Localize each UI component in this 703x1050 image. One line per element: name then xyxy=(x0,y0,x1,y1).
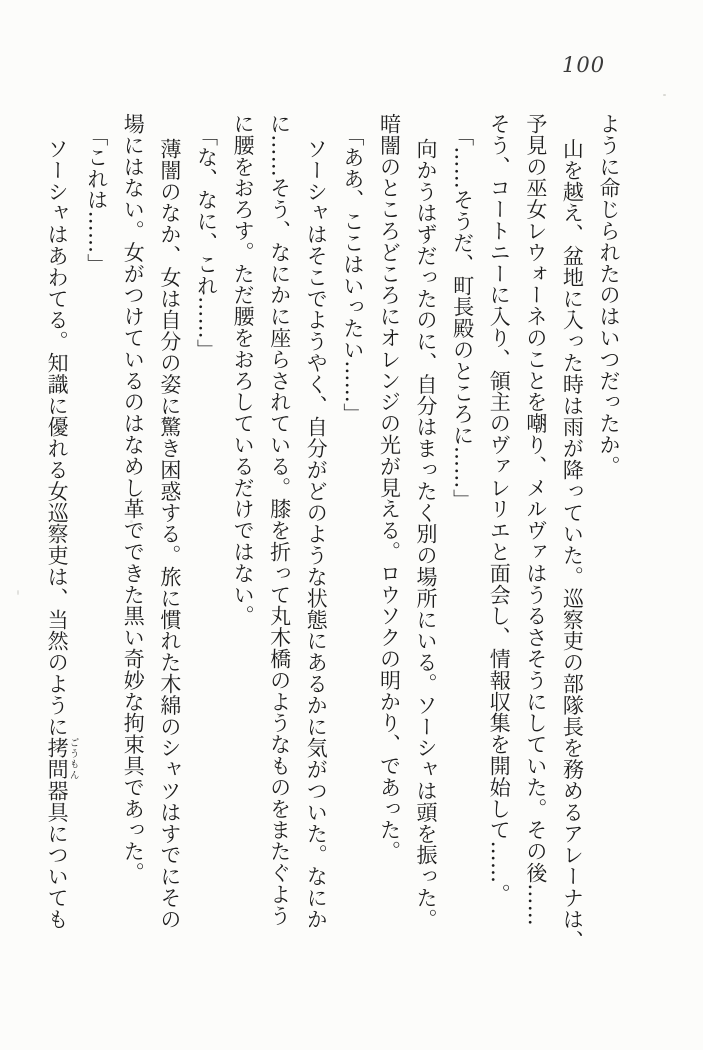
text-line: 「ああ、ここはいったい……」 xyxy=(340,125,365,425)
text-line: 「……そうだ、町長殿のところに……」 xyxy=(450,125,475,511)
text-line: 予見の巫女レウォーネのことを嘲り、メルヴァはうるさそうにしていた。その後…… xyxy=(523,113,548,927)
scan-speck xyxy=(130,520,133,523)
text-line: そう、コートニーに入り、領主のヴァレリエと面会し、情報収集を開始して……。 xyxy=(487,113,512,905)
text-line: に……そう、なにかに座らされている。膝を折って丸木橋のようなものをまたぐよう xyxy=(267,113,292,927)
text-line: 山を越え、盆地に入った時は雨が降っていた。巡察吏の部隊長を務めるアレーナは、 xyxy=(560,138,585,952)
text-line: 「これは……」 xyxy=(84,125,109,275)
text-line: 暗闇のところどころにオレンジの光が見える。ロウソクの明かり、であった。 xyxy=(377,113,402,862)
text-line: 「な、なに、これ……」 xyxy=(194,125,219,361)
text-line: に腰をおろす。ただ腰をおろしているだけではない。 xyxy=(231,113,256,627)
text-line: ソーシャはそこでようやく、自分がどのような状態にあるかに気がついた。なにか xyxy=(304,138,329,930)
scan-speck xyxy=(17,590,19,595)
text-line: ように命じられたのはいつだったか。 xyxy=(597,113,621,477)
scan-speck xyxy=(465,306,467,311)
page-text xyxy=(39,113,628,955)
text-line: ソーシャはあわてる。知識に優れる女巡察吏は、当然のように拷問ごうもん器具についても xyxy=(45,138,79,930)
text-line: 向かうはずだったのに、自分はまったく別の場所にいる。ソーシャは頭を振った。 xyxy=(414,138,439,930)
scan-speck xyxy=(663,94,666,96)
page-number: 100 xyxy=(562,53,606,77)
text-line: 場にはない。女がつけているのはなめし革でできた黒い奇妙な拘束具であった。 xyxy=(121,113,146,884)
ruby-word: 拷問ごうもん xyxy=(45,737,79,781)
text-line: 薄闇のなか、女は自分の姿に驚き困惑する。旅に慣れた木綿のシャツはすでにその xyxy=(157,138,182,930)
ruby-reading: ごうもん xyxy=(67,737,79,780)
